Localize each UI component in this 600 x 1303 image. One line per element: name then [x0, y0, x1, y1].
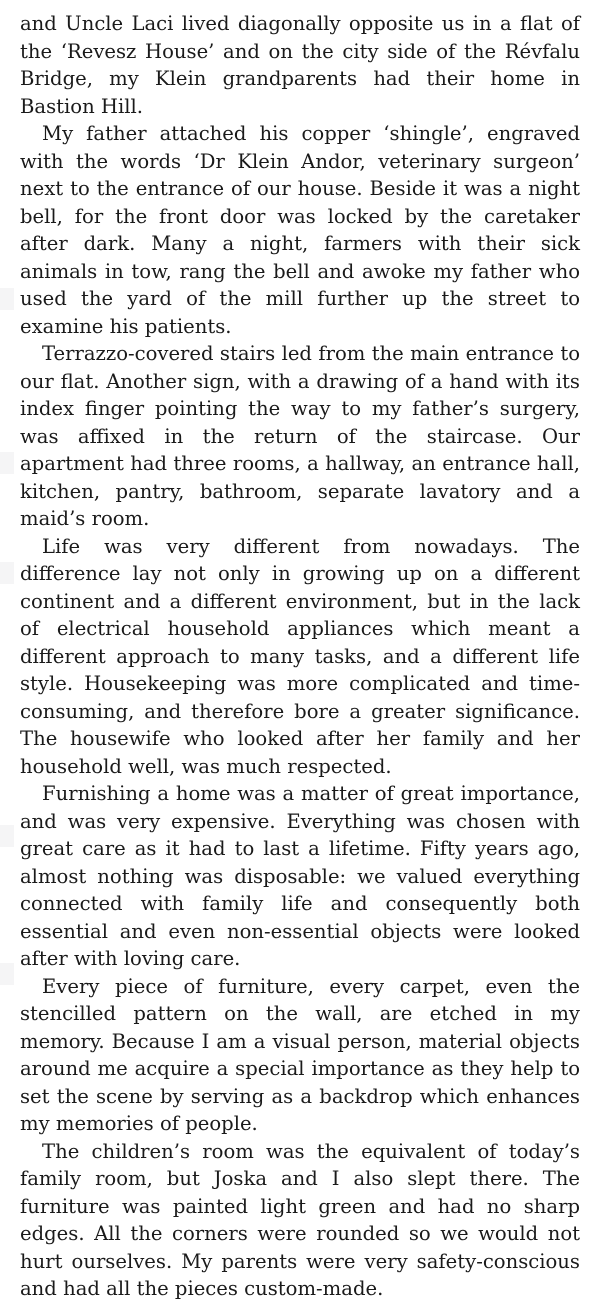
bleed-through-mark	[0, 452, 14, 474]
bleed-through-mark	[0, 288, 14, 310]
paragraph: and Uncle Laci lived diagonally opposite us in a flat of the ‘Revesz House’ and on the city side of the Révfalu Bridge, my Klein grandparents had their home in Bastion Hill.	[20, 12, 580, 118]
book-page-text	[20, 10, 580, 1303]
paragraph: My father attached his copper ‘shingle’, engraved with the words ‘Dr Klein Andor, veterinary surgeon’ next to the entrance of our house. Beside it was a night bell, for the front door was locked by the caretaker after dark. Many a night, farmers with their sick animals in tow, rang the bell and awoke my father who used the yard of the mill further up the street to examine his patients.	[20, 122, 580, 338]
bleed-through-mark	[0, 963, 14, 985]
bleed-through-mark	[0, 825, 14, 847]
paragraph: The children’s room was the equivalent of today’s family room, but Joska and I also slept there. The furniture was painted light green and had no sharp edges. All the corners were rounded so we would not hurt ourselves. My parents were very safety-conscious and had all the pieces custom-made.	[20, 1139, 580, 1300]
paragraph: Every piece of furniture, every carpet, even the stencilled pattern on the wall, are etched in my memory. Because I am a visual person, material objects around me acquire a special importance as they help to set the scene by serving as a backdrop which enhances my memories of people.	[20, 974, 580, 1135]
paragraph: Furnishing a home was a matter of great importance, and was very expensive. Everything was chosen with great care as it had to last a lifetime. Fifty years ago, almost nothing was disposable: we valued everything connected with family life and consequently both essential and even non-essential objects were looked after with loving care.	[20, 782, 580, 970]
bleed-through-mark	[0, 562, 14, 584]
paragraph: Life was very different from nowadays. The difference lay not only in growing up on a different continent and a different environment, but in the lack of electrical household appliances which meant a different approach to many tasks, and a different life style. Housekeeping was more complicated and time-consuming, and therefore bore a greater significance. The housewife who looked after her family and her household well, was much respected.	[20, 534, 580, 778]
paragraph: Terrazzo-covered stairs led from the main entrance to our flat. Another sign, with a drawing of a hand with its index finger pointing the way to my father’s surgery, was affixed in the return of the staircase. Our apartment had three rooms, a hallway, an entrance hall, kitchen, pantry, bathroom, separate lavatory and a maid’s room.	[20, 342, 580, 530]
